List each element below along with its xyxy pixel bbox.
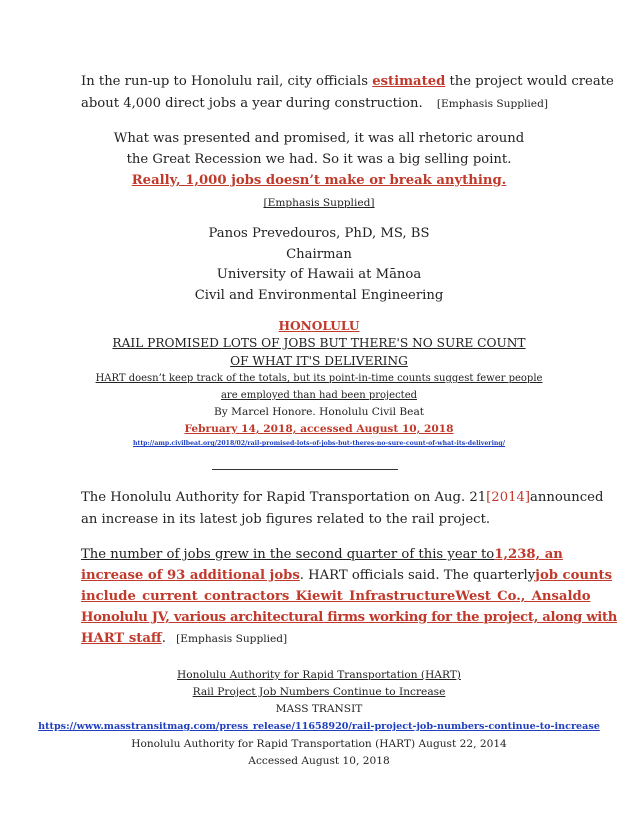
quote-line-2: the Great Recession we had. So it was a big selling point. — [126, 152, 512, 167]
jobs-text: . HART officials said. The quarterly — [299, 568, 536, 583]
hart-staff-text: HART staff — [81, 631, 162, 646]
estimated-link[interactable]: estimated — [372, 74, 446, 89]
source-line: Honolulu Authority for Rapid Transportation (HART) August 22, 2014 — [131, 738, 507, 750]
hart-text: The Honolulu Authority for Rapid Transportation on Aug. 21 — [81, 490, 487, 505]
jobs-line-4 — [81, 610, 618, 625]
article-date-text: February 14, 2018, accessed August 10, 2018 — [184, 423, 454, 435]
jobs-line-5 — [81, 631, 561, 646]
article-title-text: OF WHAT IT'S DELIVERING — [230, 354, 408, 368]
intro-text: the project would create — [445, 74, 614, 89]
quote-line-1: What was presented and promised, it was all rhetoric around — [113, 131, 525, 146]
hart-line-2: an increase in its latest job figures related to the rail project. — [81, 512, 491, 527]
author-university: University of Hawaii at Mānoa — [216, 267, 422, 282]
source-accessed: Accessed August 10, 2018 — [248, 755, 390, 767]
quote-line-3 — [0, 173, 638, 188]
jobs-line-2 — [81, 568, 613, 583]
jobs-text: The number of jobs grew in the second quarter of this year to — [81, 547, 495, 562]
jobs-increase: increase of 93 additional jobs — [81, 568, 300, 583]
source-publication: MASS TRANSIT — [275, 703, 363, 715]
intro-text: about 4,000 direct jobs a year during construction. — [81, 96, 423, 111]
contractors-text: Honolulu JV, various architectural firms working for the project, along with — [81, 610, 618, 625]
article-subtitle-text: are employed than had been projected — [220, 390, 418, 401]
jobs-line-1 — [81, 547, 561, 562]
quote-emphasis-note — [0, 197, 638, 209]
intro-line-2 — [81, 96, 561, 111]
jobs-line-3 — [81, 589, 591, 604]
year-note: [2014] — [486, 490, 531, 505]
article-title-2 — [0, 354, 638, 368]
quote-emphasis: Really, 1,000 jobs doesn’t make or break anything. — [131, 173, 507, 188]
emphasis-note: [Emphasis Supplied] — [436, 98, 548, 110]
intro-line-1 — [81, 74, 614, 89]
jobs-count: 1,238, an — [494, 547, 563, 562]
article-head — [0, 319, 638, 333]
source-url[interactable] — [0, 721, 638, 732]
source-title — [0, 686, 638, 698]
emphasis-note: [Emphasis Supplied] — [176, 633, 288, 645]
source-title-text: Rail Project Job Numbers Continue to Increase — [192, 686, 446, 698]
contractors-text: include current contractors Kiewit InfrastructureWest Co., Ansaldo — [81, 589, 591, 604]
section-divider — [212, 469, 398, 470]
article-byline: By Marcel Honore. Honolulu Civil Beat — [213, 406, 425, 418]
article-title-text: RAIL PROMISED LOTS OF JOBS BUT THERE'S NO SURE COUNT — [112, 336, 526, 350]
article-url-link[interactable]: http://amp.civilbeat.org/2018/02/rail-promised-lots-of-jobs-but-theres-no-sure-count-of-what-its-delivering/ — [132, 440, 506, 447]
author-role: Chairman — [286, 247, 352, 262]
author-department: Civil and Environmental Engineering — [194, 288, 444, 303]
source-org-text: Honolulu Authority for Rapid Transportation (HART) — [177, 669, 461, 681]
article-date — [0, 423, 638, 435]
jobs-text: . — [161, 631, 166, 646]
article-title-1 — [0, 336, 638, 350]
author-name: Panos Prevedouros, PhD, MS, BS — [208, 226, 430, 241]
intro-text: In the run-up to Honolulu rail, city officials — [81, 74, 373, 89]
article-url[interactable] — [0, 440, 638, 447]
emphasis-note: [Emphasis Supplied] — [263, 197, 375, 209]
article-subtitle-1 — [0, 373, 638, 384]
hart-text: announced — [530, 490, 604, 505]
article-subtitle-2 — [0, 390, 638, 401]
source-org — [0, 669, 638, 681]
job-counts-link[interactable]: job counts — [535, 568, 613, 583]
article-subtitle-text: HART doesn’t keep track of the totals, but its point-in-time counts suggest fewer people — [95, 373, 543, 384]
hart-line-1 — [81, 490, 604, 505]
source-url-link[interactable]: https://www.masstransitmag.com/press_release/11658920/rail-project-job-numbers-continue-to-increase — [38, 721, 600, 732]
article-head-text: HONOLULU — [278, 319, 360, 333]
